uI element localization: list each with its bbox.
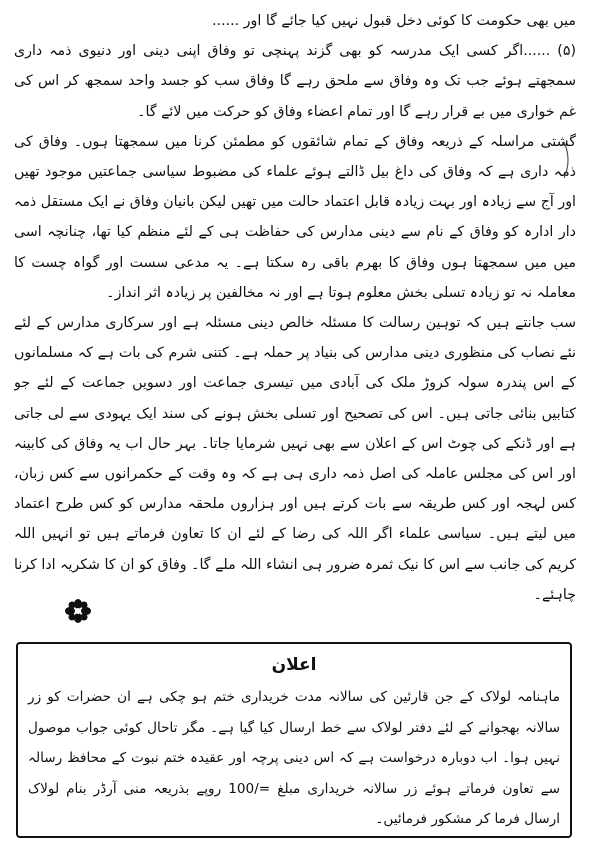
announcement-title: اعلان [271,655,317,675]
article-paragraph-2: (۵) ......اگر کسی ایک مدرسہ کو بھی گزند پہنچی تو وفاق اپنی دینی اور دنیوی ذمہ داری سمجھتے ہوئے جب تک وہ وفاق سے ملحق رہے گا وفاق سب کو جسد واحد سمجھ کر اس کی غم خواری میں بے قرار رہے گا اور تمام اعضاء وفاق کو حرکت میں لائے گا۔ [14,43,576,120]
article-paragraph-4: سب جانتے ہیں کہ توہین رسالت کا مسئلہ خالص دینی مسئلہ ہے اور سرکاری مدارس کے لئے نئے نصاب کی منظوری دینی مدارس کی بنیاد پر حملہ ہے۔ کتنی شرم کی بات ہے کہ مسلمانوں کے اس پندرہ سولہ کروڑ ملک کی آبادی میں تیسری جماعت اور دسویں جماعت کے لئے جو کتابیں بنائی جاتی ہیں۔ اس کی تصحیح اور تسلی بخش ہونے کی سند ایک یہودی سے لی جاتی ہے اور ڈنکے کی چوٹ اس کے اعلان سے بھی نہیں شرمایا جاتا۔ بہر حال اب یہ وفاق کی کابینہ اور اس کی مجلس عاملہ کی اصل ذمہ داری ہی ہے کہ وہ وقت کے حکمرانوں سے کس زبان، کس لہجہ اور کس طریقہ سے بات کرتے ہیں اور ہزاروں ملحقہ مدارس کو کس طرح اعتماد میں لیتے ہیں۔ سیاسی علماء اگر اللہ کی رضا کے لئے ان کا تعاون فرماتے ہیں تو انہیں اللہ کریم کی جانب سے اس کا نیک ثمرہ ضرور ہی انشاء اللہ ملے گا۔ وفاق کو ان کا شکریہ ادا کرنا چاہئے۔ [14,315,576,603]
flower-ornament-icon [60,598,96,624]
margin-bracket-mark [560,140,574,180]
article-paragraph-1: میں بھی حکومت کا کوئی دخل قبول نہیں کیا جائے گا اور ...... [212,13,576,29]
article-body [14,6,576,636]
article-paragraph-3: گشتی مراسلہ کے ذریعہ وفاق کے تمام شائقوں کو مطمئن کرنا میں سمجھتا ہوں۔ وفاق کی ذمہ داری ہے کہ وفاق کی داغ بیل ڈالتے ہوئے علماء کی مضبوط سیاسی جماعتیں موجود تھیں اور آج سے زیادہ اور بہت زیادہ قابل اعتماد حالت میں تھیں لیکن بانیان وفاق نے ایک مستقل ذمہ دار ادارہ کو وفاق کے نام سے دینی مدارس کی حفاظت ہی کے لئے منظم کیا تھا، چنانچہ اسی میں میں سمجھتا ہوں وفاق کا بھرم باقی رہ سکتا ہے۔ یہ مدعی سست اور گواہ چست کا معاملہ نہ تو زیادہ تسلی بخش معلوم ہوتا ہے اور نہ مخالفین پر زیادہ اثر انداز۔ [14,133,576,301]
announcement-box [16,642,572,838]
announcement-body: ماہنامہ لولاک کے جن قارئین کی سالانہ مدت خریداری ختم ہو چکی ہے ان حضرات کو زر سالانہ بھجوانے کے لئے دفتر لولاک سے خط ارسال کیا گیا ہے۔ مگر تاحال کوئی جواب موصول نہیں ہوا۔ اب دوبارہ درخواست ہے کہ اس دینی پرچہ اور عقیدہ ختم نبوت کے محافظ رسالہ سے تعاون فرماتے ہوئے زر سالانہ خریداری مبلغ =/100 روپے بذریعہ منی آرڈر بنام لولاک ارسال فرما کر مشکور فرمائیں۔ [28,689,561,827]
